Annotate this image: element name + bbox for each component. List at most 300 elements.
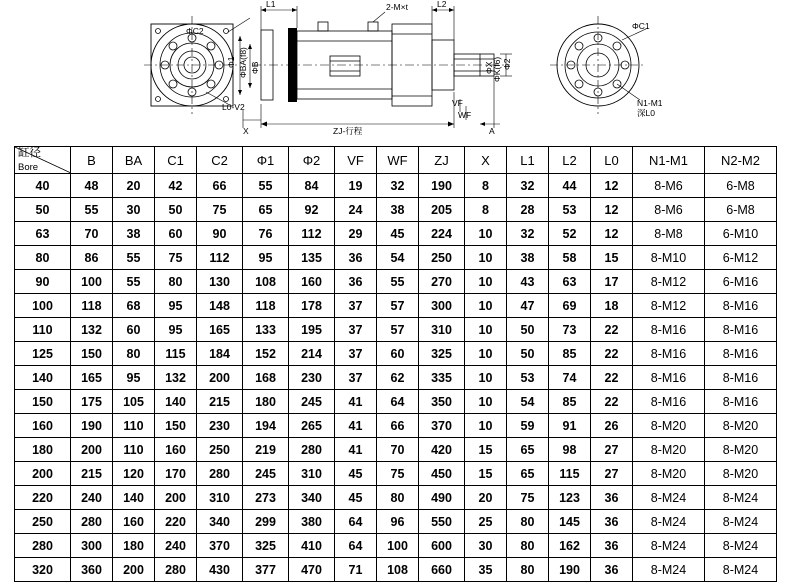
header-L2: L2 — [549, 147, 591, 174]
table-cell: 10 — [465, 390, 507, 414]
table-cell: 325 — [419, 342, 465, 366]
table-cell: 55 — [377, 270, 419, 294]
table-cell: 80 — [15, 246, 71, 270]
table-cell: 470 — [289, 558, 335, 582]
header-C2: C2 — [197, 147, 243, 174]
table-cell: 52 — [549, 222, 591, 246]
header-bore-cn: 缸径 — [18, 147, 41, 159]
table-cell: 112 — [197, 246, 243, 270]
label-VF: VF — [452, 98, 463, 108]
table-cell: 47 — [507, 294, 549, 318]
table-cell: 8-M24 — [633, 558, 705, 582]
label-phi1: Φ1 — [226, 56, 236, 68]
table-cell: 100 — [15, 294, 71, 318]
header-phi2: Φ2 — [289, 147, 335, 174]
table-cell: 38 — [377, 198, 419, 222]
table-cell: 22 — [591, 342, 633, 366]
table-cell: 600 — [419, 534, 465, 558]
table-cell: 22 — [591, 318, 633, 342]
table-cell: 280 — [289, 438, 335, 462]
label-phiC2: ΦC2 — [186, 26, 204, 36]
table-cell: 8-M16 — [633, 342, 705, 366]
table-cell: 160 — [289, 270, 335, 294]
spec-table-head — [15, 147, 777, 174]
table-cell: 84 — [289, 174, 335, 198]
table-cell: 115 — [549, 462, 591, 486]
table-cell: 20 — [113, 174, 155, 198]
table-cell: 10 — [465, 318, 507, 342]
table-cell: 108 — [377, 558, 419, 582]
table-cell: 45 — [335, 462, 377, 486]
table-cell: 340 — [289, 486, 335, 510]
table-cell: 36 — [335, 270, 377, 294]
table-cell: 8-M16 — [633, 366, 705, 390]
table-row — [15, 318, 777, 342]
table-cell: 36 — [335, 246, 377, 270]
table-row — [15, 366, 777, 390]
table-cell: 250 — [419, 246, 465, 270]
table-cell: 41 — [335, 390, 377, 414]
table-cell: 8-M20 — [705, 414, 777, 438]
table-cell: 55 — [71, 198, 113, 222]
cylinder-technical-drawing — [0, 0, 790, 142]
table-cell: 265 — [289, 414, 335, 438]
table-cell: 360 — [71, 558, 113, 582]
table-cell: 22 — [591, 366, 633, 390]
table-cell: 115 — [155, 342, 197, 366]
table-cell: 270 — [419, 270, 465, 294]
table-cell: 112 — [289, 222, 335, 246]
table-cell: 8-M24 — [705, 510, 777, 534]
table-cell: 280 — [15, 534, 71, 558]
table-cell: 250 — [15, 510, 71, 534]
table-cell: 170 — [155, 462, 197, 486]
header-N1-M1: N1-M1 — [633, 147, 705, 174]
table-cell: 310 — [197, 486, 243, 510]
table-cell: 75 — [155, 246, 197, 270]
table-row — [15, 438, 777, 462]
table-cell: 320 — [15, 558, 71, 582]
label-L1: L1 — [266, 0, 276, 9]
label-A: A — [489, 126, 495, 136]
table-cell: 8-M6 — [633, 174, 705, 198]
table-cell: 57 — [377, 318, 419, 342]
header-row — [15, 147, 777, 174]
table-cell: 380 — [289, 510, 335, 534]
table-cell: 75 — [507, 486, 549, 510]
table-cell: 43 — [507, 270, 549, 294]
table-cell: 110 — [113, 414, 155, 438]
table-cell: 190 — [419, 174, 465, 198]
table-cell: 80 — [507, 534, 549, 558]
table-cell: 165 — [197, 318, 243, 342]
table-cell: 100 — [71, 270, 113, 294]
table-cell: 8-M24 — [633, 486, 705, 510]
table-cell: 165 — [71, 366, 113, 390]
table-cell: 8-M12 — [633, 294, 705, 318]
table-cell: 66 — [377, 414, 419, 438]
table-cell: 175 — [71, 390, 113, 414]
table-cell: 26 — [591, 414, 633, 438]
label-phiK: ΦK(f6) — [492, 56, 502, 82]
table-cell: 200 — [155, 486, 197, 510]
table-cell: 59 — [507, 414, 549, 438]
table-cell: 36 — [591, 558, 633, 582]
label-L2: L2 — [437, 0, 447, 9]
table-cell: 65 — [507, 438, 549, 462]
table-cell: 38 — [507, 246, 549, 270]
table-cell: 15 — [591, 246, 633, 270]
table-cell: 8-M24 — [633, 534, 705, 558]
table-cell: 37 — [335, 366, 377, 390]
table-cell: 150 — [155, 414, 197, 438]
table-cell: 12 — [591, 174, 633, 198]
table-cell: 53 — [549, 198, 591, 222]
table-cell: 38 — [113, 222, 155, 246]
table-cell: 95 — [113, 366, 155, 390]
table-cell: 12 — [591, 198, 633, 222]
label-phiX: ΦX — [484, 61, 494, 74]
table-cell: 66 — [197, 174, 243, 198]
table-cell: 27 — [591, 462, 633, 486]
table-cell: 6-M12 — [705, 246, 777, 270]
header-L1: L1 — [507, 147, 549, 174]
table-cell: 50 — [15, 198, 71, 222]
table-cell: 219 — [243, 438, 289, 462]
table-cell: 96 — [377, 510, 419, 534]
table-cell: 30 — [465, 534, 507, 558]
header-L0: L0 — [591, 147, 633, 174]
label-2Mxt: 2-M×t — [386, 2, 408, 12]
table-cell: 54 — [507, 390, 549, 414]
spec-table-body — [15, 174, 777, 582]
table-row — [15, 414, 777, 438]
table-cell: 300 — [71, 534, 113, 558]
table-cell: 430 — [197, 558, 243, 582]
table-cell: 50 — [507, 342, 549, 366]
table-cell: 19 — [335, 174, 377, 198]
label-phi2: Φ2 — [502, 58, 512, 70]
table-cell: 36 — [591, 510, 633, 534]
table-row — [15, 246, 777, 270]
table-row — [15, 294, 777, 318]
table-cell: 200 — [15, 462, 71, 486]
table-cell: 325 — [243, 534, 289, 558]
table-cell: 15 — [465, 462, 507, 486]
label-phiBA: ΦBA(f8) — [238, 47, 248, 78]
table-cell: 300 — [419, 294, 465, 318]
table-cell: 57 — [377, 294, 419, 318]
table-cell: 194 — [243, 414, 289, 438]
spec-table — [14, 146, 777, 582]
table-cell: 50 — [507, 318, 549, 342]
table-cell: 145 — [549, 510, 591, 534]
table-row — [15, 342, 777, 366]
table-cell: 10 — [465, 342, 507, 366]
table-cell: 140 — [155, 390, 197, 414]
table-cell: 65 — [507, 462, 549, 486]
table-cell: 150 — [15, 390, 71, 414]
table-cell: 180 — [113, 534, 155, 558]
table-cell: 410 — [289, 534, 335, 558]
table-cell: 18 — [591, 294, 633, 318]
header-WF: WF — [377, 147, 419, 174]
label-depthL0: 深L0 — [637, 108, 655, 118]
label-phiB: ΦB — [250, 61, 260, 74]
table-row — [15, 222, 777, 246]
table-cell: 8 — [465, 198, 507, 222]
table-cell: 130 — [197, 270, 243, 294]
table-cell: 8-M20 — [705, 462, 777, 486]
label-WF: WF — [458, 110, 472, 120]
table-cell: 50 — [155, 198, 197, 222]
table-cell: 660 — [419, 558, 465, 582]
table-cell: 30 — [113, 198, 155, 222]
table-cell: 69 — [549, 294, 591, 318]
table-cell: 140 — [113, 486, 155, 510]
table-cell: 55 — [243, 174, 289, 198]
table-cell: 27 — [591, 438, 633, 462]
table-cell: 37 — [335, 342, 377, 366]
table-cell: 75 — [197, 198, 243, 222]
table-cell: 80 — [507, 510, 549, 534]
table-cell: 90 — [197, 222, 243, 246]
table-cell: 133 — [243, 318, 289, 342]
table-cell: 240 — [155, 534, 197, 558]
table-cell: 54 — [377, 246, 419, 270]
table-cell: 200 — [197, 366, 243, 390]
table-cell: 350 — [419, 390, 465, 414]
table-cell: 8-M24 — [633, 510, 705, 534]
table-cell: 55 — [113, 246, 155, 270]
table-cell: 15 — [465, 438, 507, 462]
table-cell: 35 — [465, 558, 507, 582]
table-cell: 310 — [419, 318, 465, 342]
table-cell: 8-M10 — [633, 246, 705, 270]
table-cell: 6-M8 — [705, 198, 777, 222]
table-cell: 220 — [155, 510, 197, 534]
table-cell: 132 — [155, 366, 197, 390]
table-cell: 8-M20 — [705, 438, 777, 462]
table-cell: 8-M20 — [633, 462, 705, 486]
header-B: B — [71, 147, 113, 174]
table-cell: 370 — [419, 414, 465, 438]
table-cell: 245 — [289, 390, 335, 414]
table-cell: 8-M16 — [705, 366, 777, 390]
table-cell: 148 — [197, 294, 243, 318]
spec-table-container — [14, 146, 776, 582]
table-cell: 110 — [113, 438, 155, 462]
header-BA: BA — [113, 147, 155, 174]
table-cell: 140 — [15, 366, 71, 390]
table-cell: 215 — [197, 390, 243, 414]
table-cell: 22 — [591, 390, 633, 414]
table-cell: 8 — [465, 174, 507, 198]
table-cell: 70 — [71, 222, 113, 246]
table-cell: 41 — [335, 438, 377, 462]
table-cell: 10 — [465, 294, 507, 318]
table-cell: 36 — [591, 534, 633, 558]
table-row — [15, 270, 777, 294]
label-phiC1: ΦC1 — [632, 21, 650, 31]
table-cell: 10 — [465, 222, 507, 246]
table-cell: 80 — [155, 270, 197, 294]
table-cell: 100 — [377, 534, 419, 558]
table-cell: 75 — [377, 462, 419, 486]
table-cell: 150 — [71, 342, 113, 366]
table-cell: 60 — [113, 318, 155, 342]
table-cell: 32 — [507, 222, 549, 246]
table-cell: 135 — [289, 246, 335, 270]
table-cell: 162 — [549, 534, 591, 558]
table-cell: 63 — [15, 222, 71, 246]
table-cell: 250 — [197, 438, 243, 462]
table-cell: 335 — [419, 366, 465, 390]
table-cell: 42 — [155, 174, 197, 198]
table-cell: 180 — [15, 438, 71, 462]
table-cell: 24 — [335, 198, 377, 222]
table-cell: 6-M8 — [705, 174, 777, 198]
table-cell: 110 — [15, 318, 71, 342]
table-row — [15, 198, 777, 222]
table-cell: 8-M16 — [633, 390, 705, 414]
table-cell: 74 — [549, 366, 591, 390]
table-cell: 240 — [71, 486, 113, 510]
table-cell: 299 — [243, 510, 289, 534]
table-cell: 200 — [113, 558, 155, 582]
table-row — [15, 174, 777, 198]
table-cell: 132 — [71, 318, 113, 342]
table-cell: 20 — [465, 486, 507, 510]
table-cell: 195 — [289, 318, 335, 342]
header-bore-en: Bore — [18, 162, 39, 173]
table-cell: 17 — [591, 270, 633, 294]
table-cell: 550 — [419, 510, 465, 534]
table-cell: 123 — [549, 486, 591, 510]
label-N1M1: N1-M1 — [637, 98, 663, 108]
table-cell: 152 — [243, 342, 289, 366]
table-cell: 8-M12 — [633, 270, 705, 294]
table-cell: 48 — [71, 174, 113, 198]
table-cell: 215 — [71, 462, 113, 486]
table-cell: 8-M16 — [705, 342, 777, 366]
table-cell: 45 — [335, 486, 377, 510]
table-cell: 8-M24 — [705, 534, 777, 558]
table-cell: 205 — [419, 198, 465, 222]
header-N2-M2: N2-M2 — [705, 147, 777, 174]
table-cell: 160 — [155, 438, 197, 462]
table-cell: 70 — [377, 438, 419, 462]
table-cell: 64 — [335, 534, 377, 558]
table-cell: 60 — [377, 342, 419, 366]
drawing-text-labels — [186, 0, 663, 136]
table-cell: 224 — [419, 222, 465, 246]
table-cell: 44 — [549, 174, 591, 198]
table-cell: 68 — [113, 294, 155, 318]
table-cell: 190 — [549, 558, 591, 582]
table-cell: 85 — [549, 342, 591, 366]
table-cell: 10 — [465, 246, 507, 270]
table-cell: 95 — [155, 318, 197, 342]
table-cell: 25 — [465, 510, 507, 534]
table-cell: 10 — [465, 270, 507, 294]
table-cell: 310 — [289, 462, 335, 486]
table-cell: 95 — [155, 294, 197, 318]
table-cell: 8-M24 — [705, 558, 777, 582]
table-cell: 92 — [289, 198, 335, 222]
table-cell: 8-M20 — [633, 414, 705, 438]
table-cell: 230 — [197, 414, 243, 438]
table-cell: 32 — [507, 174, 549, 198]
table-cell: 71 — [335, 558, 377, 582]
table-cell: 80 — [377, 486, 419, 510]
header-C1: C1 — [155, 147, 197, 174]
label-ZJ: ZJ-行程 — [333, 126, 363, 136]
table-cell: 118 — [243, 294, 289, 318]
table-row — [15, 534, 777, 558]
table-cell: 98 — [549, 438, 591, 462]
table-cell: 280 — [197, 462, 243, 486]
table-cell: 73 — [549, 318, 591, 342]
table-cell: 45 — [377, 222, 419, 246]
table-cell: 86 — [71, 246, 113, 270]
table-cell: 180 — [243, 390, 289, 414]
table-cell: 8-M16 — [705, 390, 777, 414]
table-cell: 6-M10 — [705, 222, 777, 246]
table-row — [15, 558, 777, 582]
table-cell: 85 — [549, 390, 591, 414]
header-X: X — [465, 147, 507, 174]
header-VF: VF — [335, 147, 377, 174]
table-cell: 125 — [15, 342, 71, 366]
table-cell: 91 — [549, 414, 591, 438]
header-bore — [15, 147, 71, 174]
table-row — [15, 510, 777, 534]
table-cell: 58 — [549, 246, 591, 270]
table-row — [15, 390, 777, 414]
table-cell: 8-M16 — [705, 294, 777, 318]
table-cell: 41 — [335, 414, 377, 438]
table-cell: 64 — [377, 390, 419, 414]
table-row — [15, 462, 777, 486]
table-cell: 273 — [243, 486, 289, 510]
header-phi1: Φ1 — [243, 147, 289, 174]
table-cell: 108 — [243, 270, 289, 294]
table-cell: 214 — [289, 342, 335, 366]
table-cell: 118 — [71, 294, 113, 318]
table-cell: 377 — [243, 558, 289, 582]
table-cell: 60 — [155, 222, 197, 246]
table-cell: 10 — [465, 366, 507, 390]
label-L0V2: L0-V2 — [222, 102, 245, 112]
table-cell: 8-M16 — [705, 318, 777, 342]
table-cell: 8-M24 — [705, 486, 777, 510]
table-cell: 90 — [15, 270, 71, 294]
table-cell: 168 — [243, 366, 289, 390]
table-cell: 8-M8 — [633, 222, 705, 246]
table-cell: 80 — [507, 558, 549, 582]
table-cell: 8-M20 — [633, 438, 705, 462]
header-ZJ: ZJ — [419, 147, 465, 174]
table-cell: 490 — [419, 486, 465, 510]
table-cell: 40 — [15, 174, 71, 198]
table-cell: 200 — [71, 438, 113, 462]
table-cell: 370 — [197, 534, 243, 558]
table-cell: 245 — [243, 462, 289, 486]
center-section-view — [252, 22, 510, 106]
table-cell: 178 — [289, 294, 335, 318]
table-cell: 95 — [243, 246, 289, 270]
